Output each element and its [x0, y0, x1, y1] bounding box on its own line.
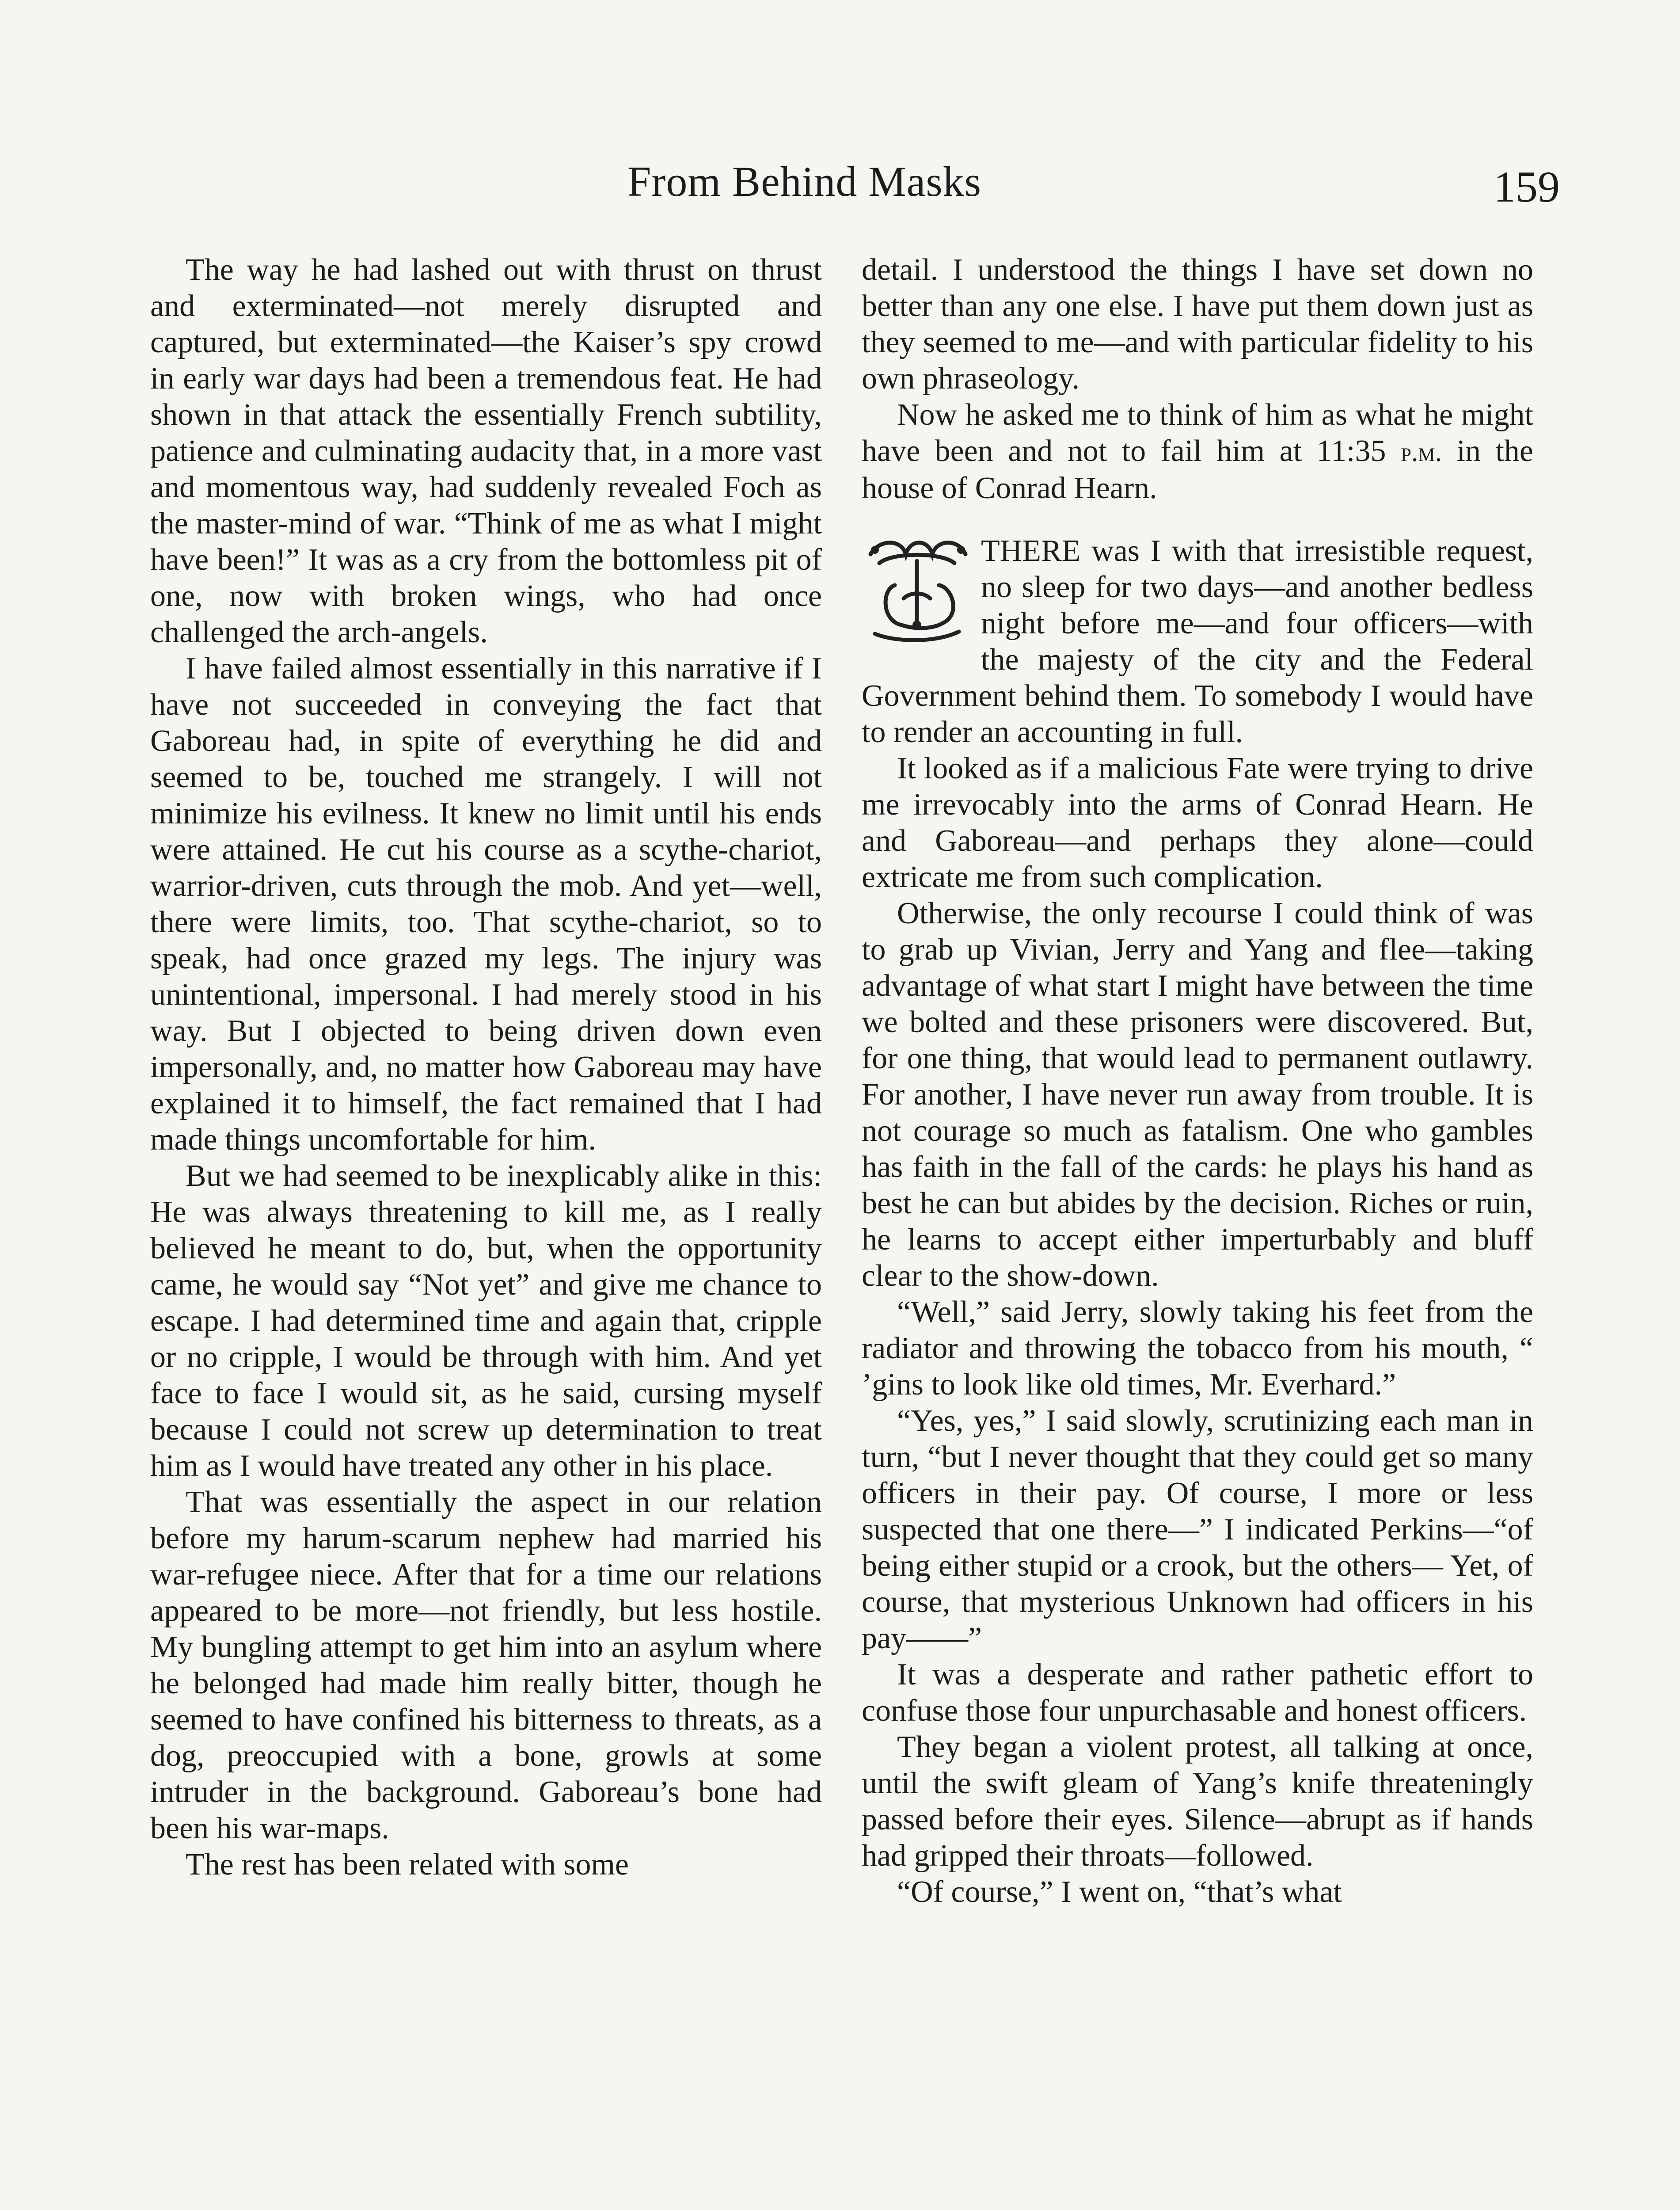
paragraph: detail. I understood the things I have set down no better than any one else. I have put them down just as they seemed to me—and with particular fidelity to his own phraseology. — [862, 253, 1533, 396]
paragraph: It looked as if a malicious Fate were trying to drive me irrevocably into the arms of Conrad Hearn. He and Gaboreau—and perhaps they alone—could extricate me from such complication. — [862, 751, 1533, 894]
paragraph-text: Now he asked me to think of him as what he might have been and not to fail him at 11:35 — [862, 398, 1533, 468]
ornamental-drop-cap-t-icon — [862, 537, 972, 643]
page-number: 159 — [1494, 162, 1560, 211]
paragraph: That was essentially the aspect in our relation before my harum-scarum nephew had married his war-refugee niece. After that for a time our relations appeared to be more—not friendly, but less hostile. My bungling attempt to get him into an asylum where he belonged had made him really bitter, though he seemed to have confined his bitterness to threats, as a dog, preoccupied with a bone, growls at some intruder in the background. Gaboreau’s bone had been his war-maps. — [150, 1485, 822, 1845]
paragraph: Otherwise, the only recourse I could think of was to grab up Vivian, Jerry and Yang and flee—taking advantage of what start I might have between the time we bolted and these prisoners were discovered. But, for one thing, that would lead to permanent outlawry. For another, I have never run away from trouble. It is not courage so much as fatalism. One who gambles has faith in the fall of the cards: he plays his hand as best he can but abides by the decision. Riches or ruin, he learns to accept either imperturbably and bluff clear to the show-down. — [862, 896, 1533, 1293]
section-opening-paragraph — [862, 533, 1533, 751]
paragraph — [862, 397, 1533, 507]
paragraph: “Of course,” I went on, “that’s what — [897, 1875, 1342, 1909]
paragraph: I have failed almost essentially in this narrative if I have not succeeded in conveying the fact that Gaboreau had, in spite of everything he did and seemed to be, touched me strangely. I will not minimize his evilness. It knew no limit until his ends were attained. He cut his course as a scythe-chariot, warrior-driven, cuts through the mob. And yet—well, there were limits, too. That scythe-chariot, so to speak, had once grazed my legs. The injury was unintentional, impersonal. I had merely stood in his way. But I objected to being driven down even impersonally, and, no matter how Gaboreau may have explained it to himself, the fact remained that I had made things uncomfortable for him. — [150, 652, 822, 1157]
left-column — [150, 252, 822, 1883]
time-suffix: p.m. — [1400, 437, 1442, 467]
paragraph-text: in the house of Conrad Hearn. — [862, 434, 1534, 505]
paragraph-text: THERE was I with that irresistible request, no sleep for two days—and another bedless night before me—and four officers—with the majesty of the city and the Federal Government behind them. To somebody I would have to render an accounting in full. — [862, 534, 1533, 749]
right-column — [862, 252, 1533, 1910]
paragraph: They began a violent protest, all talking at once, until the swift gleam of Yang’s knife threateningly passed before their eyes. Silence—abrupt as if hands had gripped their throats—followed. — [862, 1730, 1533, 1873]
paragraph: It was a desperate and rather pathetic effort to confuse those four unpurchasable and honest officers. — [862, 1658, 1533, 1728]
paragraph: The rest has been related with some — [186, 1848, 629, 1882]
paragraph: “Yes, yes,” I said slowly, scrutinizing each man in turn, “but I never thought that they could get so many officers in their pay. Of course, I more or less suspected that one there—” I indicated Perkins—“of being either stupid or a crook, but the others— Yet, of course, that mysterious Unknown had officers in his pay——” — [862, 1404, 1533, 1655]
paragraph: “Well,” said Jerry, slowly taking his feet from the radiator and throwing the tobacco from his mouth, “ ’gins to look like old times, Mr. Everhard.” — [862, 1295, 1533, 1402]
paragraph: But we had seemed to be inexplicably alike in this: He was always threatening to kill me, as I really believed he meant to do, but, when the opportunity came, he would say “Not yet” and give me chance to escape. I had determined time and again that, cripple or no cripple, I would be through with him. And yet face to face I would sit, as he said, cursing myself because I could not screw up determination to treat him as I would have treated any other in his place. — [150, 1159, 822, 1483]
paragraph: The way he had lashed out with thrust on thrust and exterminated—not merely disrupted and captured, but exterminated—the Kaiser’s spy crowd in early war days had been a tremendous feat. He had shown in that attack the essentially French subtility, patience and culminating audacity that, in a more vast and momentous way, had suddenly revealed Foch as the master-mind of war. “Think of me as what I might have been!” It was as a cry from the bottomless pit of one, now with broken wings, who had once challenged the arch-angels. — [150, 253, 822, 649]
running-title: From Behind Masks — [627, 158, 982, 205]
